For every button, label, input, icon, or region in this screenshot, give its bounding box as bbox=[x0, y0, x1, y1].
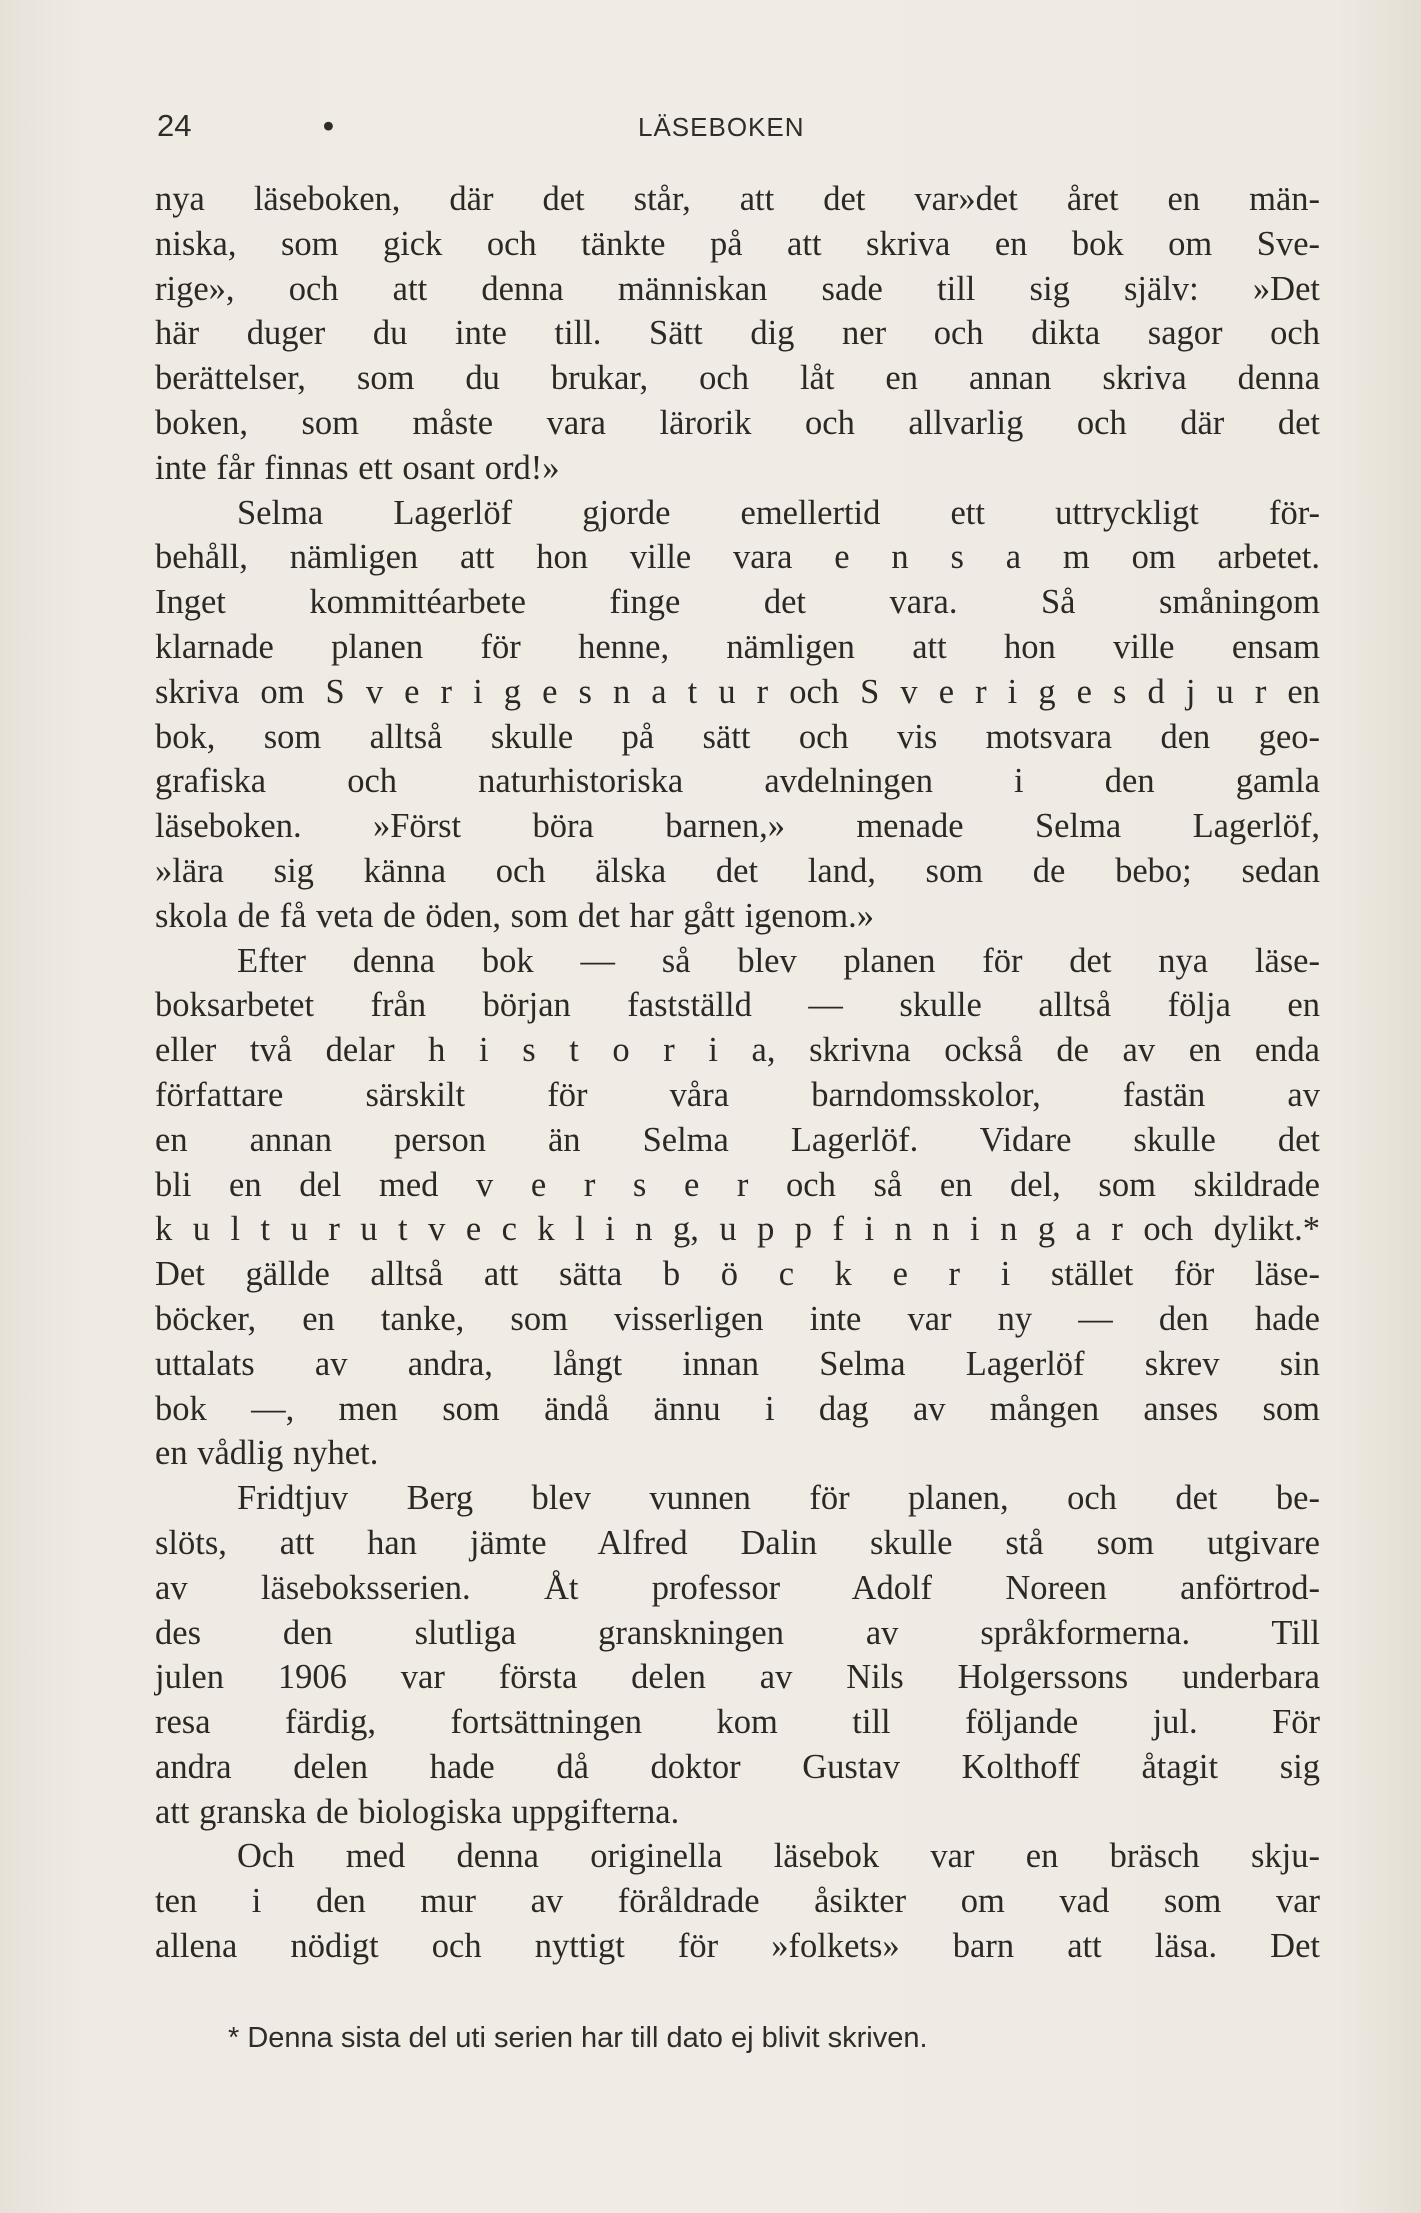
text-line: uttalats av andra, långt innan Selma Lagerlöf skrev sin bbox=[155, 1344, 1320, 1383]
text-line: författare särskilt för våra barndomsskolor, fastän av bbox=[155, 1075, 1320, 1114]
header-bullet: • bbox=[323, 108, 334, 143]
text-line: Det gällde alltså att sätta b ö c k e r i stället för läse- bbox=[155, 1255, 1320, 1294]
text-line: »lära sig känna och älska det land, som de bebo; sedan bbox=[155, 851, 1320, 890]
paragraph-last-line: skola de få veta de öden, som det har gått igenom.» bbox=[155, 896, 874, 935]
text-line: resa färdig, fortsättningen kom till följande jul. För bbox=[155, 1703, 1320, 1742]
text-line: allena nödigt och nyttigt för »folkets» barn att läsa. Det bbox=[155, 1927, 1320, 1966]
paragraph-last-line: en vådlig nyhet. bbox=[155, 1434, 379, 1473]
text-line: en annan person än Selma Lagerlöf. Vidare skulle det bbox=[155, 1120, 1320, 1159]
text-line: boken, som måste vara lärorik och allvarlig och där det bbox=[155, 403, 1320, 442]
text-line: av läseboksserien. Åt professor Adolf Noreen anförtrod- bbox=[155, 1568, 1320, 1607]
text-line: skriva om S v e r i g e s n a t u r och S v e r i g e s d j u r en bbox=[155, 672, 1320, 711]
text-line: här duger du inte till. Sätt dig ner och dikta sagor och bbox=[155, 314, 1320, 353]
text-line: des den slutliga granskningen av språkformerna. Till bbox=[155, 1613, 1320, 1652]
paragraph-first-line: Selma Lagerlöf gjorde emellertid ett uttryckligt för- bbox=[237, 493, 1320, 532]
text-line: böcker, en tanke, som visserligen inte var ny — den hade bbox=[155, 1299, 1320, 1338]
paragraph-first-line: Och med denna originella läsebok var en bräsch skju- bbox=[237, 1837, 1320, 1876]
text-line: bok —, men som ändå ännu i dag av mången anses som bbox=[155, 1389, 1320, 1428]
text-line: slöts, att han jämte Alfred Dalin skulle stå som utgivare bbox=[155, 1523, 1320, 1562]
text-line: läseboken. »Först böra barnen,» menade Selma Lagerlöf, bbox=[155, 807, 1320, 846]
text-line: bok, som alltså skulle på sätt och vis motsvara den geo- bbox=[155, 717, 1320, 756]
text-line: niska, som gick och tänkte på att skriva en bok om Sve- bbox=[155, 224, 1320, 263]
text-line: behåll, nämligen att hon ville vara e n s a m om arbetet. bbox=[155, 538, 1320, 577]
paragraph-first-line: Efter denna bok — så blev planen för det nya läse- bbox=[237, 941, 1320, 980]
text-line: klarnade planen för henne, nämligen att hon ville ensam bbox=[155, 627, 1320, 666]
page-number: 24 bbox=[157, 108, 192, 143]
text-line: julen 1906 var första delen av Nils Holgerssons underbara bbox=[155, 1658, 1320, 1697]
running-head: LÄSEBOKEN bbox=[638, 112, 805, 142]
text-line: grafiska och naturhistoriska avdelningen i den gamla bbox=[155, 762, 1320, 801]
page-header bbox=[155, 108, 1325, 152]
text-line: rige», och att denna människan sade till sig själv: »Det bbox=[155, 269, 1320, 308]
text-line: k u l t u r u t v e c k l i n g, u p p f i n n i n g a r och dylikt.* bbox=[155, 1210, 1320, 1249]
text-line: ten i den mur av föråldrade åsikter om vad som var bbox=[155, 1882, 1320, 1921]
text-line: nya läseboken, där det står, att det var»det året en män- bbox=[155, 180, 1320, 218]
text-line: berättelser, som du brukar, och låt en annan skriva denna bbox=[155, 359, 1320, 398]
text-line: boksarbetet från början fastställd — skulle alltså följa en bbox=[155, 986, 1320, 1025]
paragraph-last-line: att granska de biologiska uppgifterna. bbox=[155, 1792, 680, 1831]
text-line: Inget kommittéarbete finge det vara. Så småningom bbox=[155, 583, 1320, 622]
body-text bbox=[155, 177, 1320, 1969]
text-line: andra delen hade då doktor Gustav Kolthoff åtagit sig bbox=[155, 1747, 1320, 1786]
text-line: bli en del med v e r s e r och så en del, som skildrade bbox=[155, 1165, 1320, 1204]
paragraph-first-line: Fridtjuv Berg blev vunnen för planen, och det be- bbox=[237, 1479, 1320, 1518]
paragraph-last-line: inte får finnas ett osant ord!» bbox=[155, 448, 560, 487]
text-line: eller två delar h i s t o r i a, skrivna också de av en enda bbox=[155, 1031, 1320, 1070]
footnote: * Denna sista del uti serien har till dato ej blivit skriven. bbox=[228, 2022, 928, 2054]
